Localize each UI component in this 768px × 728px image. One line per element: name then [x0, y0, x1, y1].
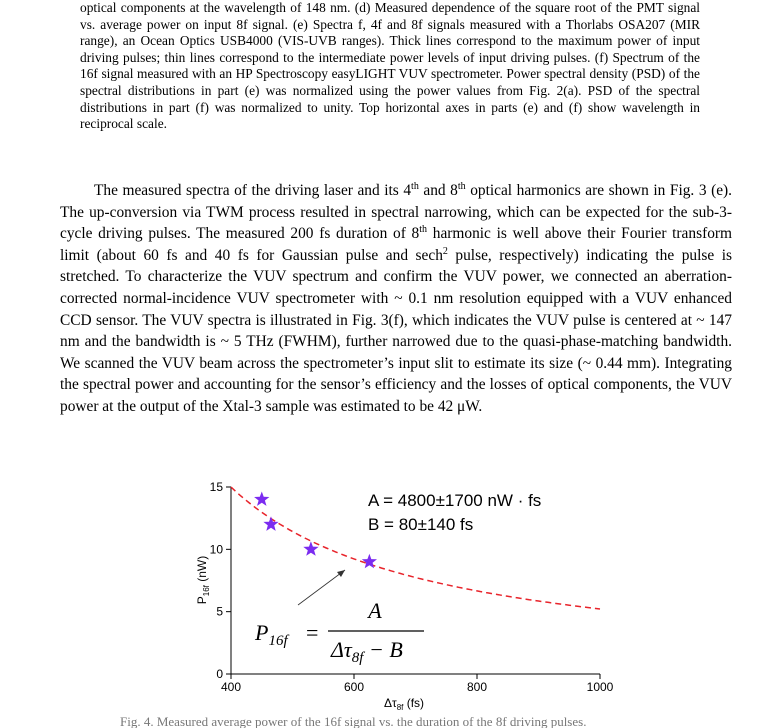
superscript: th [419, 224, 428, 236]
annotation-a: A = 4800±1700 nW · fs [368, 491, 542, 510]
formula-lhs: $P_{16f}$ [255, 620, 288, 649]
text-run: and 8 [418, 182, 458, 199]
y-tick-label: 10 [209, 542, 223, 557]
y-tick-label: 5 [216, 604, 223, 619]
fit-formula [254, 598, 424, 666]
text-run: The measured spectra of the driving laser and its 4 [94, 182, 412, 199]
caption-text: optical components at the wavelength of 148 nm. (d) Measured dependence of the square root of the PMT signal vs. average power on input 8f signal. (e) Spectra f, 4f and 8f signals measured with a Thorlabs OSA207 (MIR range), an Ocean Optics USB4000 (VIS-UVB ranges). Thick lines correspond to the maximum power of input driving pulses; thin lines correspond to the intermediate power levels of input driving pulses. (f) Spectrum of the 16f signal measured with an HP Spectroscopy easyLIGHT VUV spectrometer. Power spectral density (PSD) of the spectral distributions in part (e) was normalized using the power values from Fig. 2(a). PSD of the spectral distributions in part (f) was normalized to unity. Top horizontal axes in parts (e) and (f) show wavelength in reciprocal scale. [80, 0, 700, 132]
data-points [254, 492, 377, 569]
axis-ticks [210, 480, 614, 694]
x-tick-label: 800 [466, 680, 488, 694]
formula-denominator: $\Delta\tau_{8f} - B$ [331, 637, 403, 666]
x-tick-label: 400 [220, 680, 242, 694]
arrow-head [337, 570, 345, 577]
x-tick-label: 1000 [586, 680, 614, 694]
y-tick-label: 15 [209, 480, 223, 494]
annotation-arrow [298, 570, 345, 605]
figure-caption-bottom: Fig. 4. Measured average power of the 16f signal vs. the duration of the 8f driving pulses. [120, 714, 587, 728]
superscript: th [411, 180, 419, 192]
y-tick-label: 0 [216, 667, 223, 681]
annotation-b: B = 80±140 fs [368, 515, 474, 534]
text-run: optical harmonics are shown in Fig. 3 (e). The up-conversion via TWM process resulted in spectral narrowing, which can be expected for the sub-3-cycle driving pulses. The measured 200 fs duration of 8 [60, 182, 732, 243]
formula-numerator: A [368, 598, 382, 623]
superscript: 2 [442, 245, 448, 257]
superscript: th [457, 180, 466, 192]
data-point-star [254, 492, 269, 506]
formula-equals: = [306, 620, 319, 645]
text-run: pulse, respectively) indicating the pulse is stretched. To characterize the VUV spectrum and confirm the VUV power, we connected an aberration-corrected normal-incidence VUV spectrometer with ~ 0.1 nm resolution equipped with a VUV enhanced CCD sensor. The VUV spectra is illustrated in Fig. 3(f), which indicates the VUV pulse is centered at ~ 147 nm and the bandwidth is ~ 5 THz (FWHM), further narrowed due to the quasi-phase-matching bandwidth. We scanned the VUV beam across the spectrometer’s input slit to estimate its size (~ 0.44 mm). Integrating the spectral power and accounting for the sensor’s efficiency and the losses of optical components, the VUV power at the output of the Xtal-3 sample was estimated to be 42 μW. [60, 246, 732, 415]
text-run: harmonic is well above their Fourier transform limit (about 60 fs and 40 fs for Gaussian pulse and sech [60, 225, 732, 264]
x-tick-label: 600 [343, 680, 365, 694]
x-axis-title: $\Delta\tau_{8f}$ (fs) [383, 696, 425, 712]
y-axis-title: $P_{16f}$ (nW) [195, 555, 211, 605]
data-point-star [263, 516, 278, 531]
